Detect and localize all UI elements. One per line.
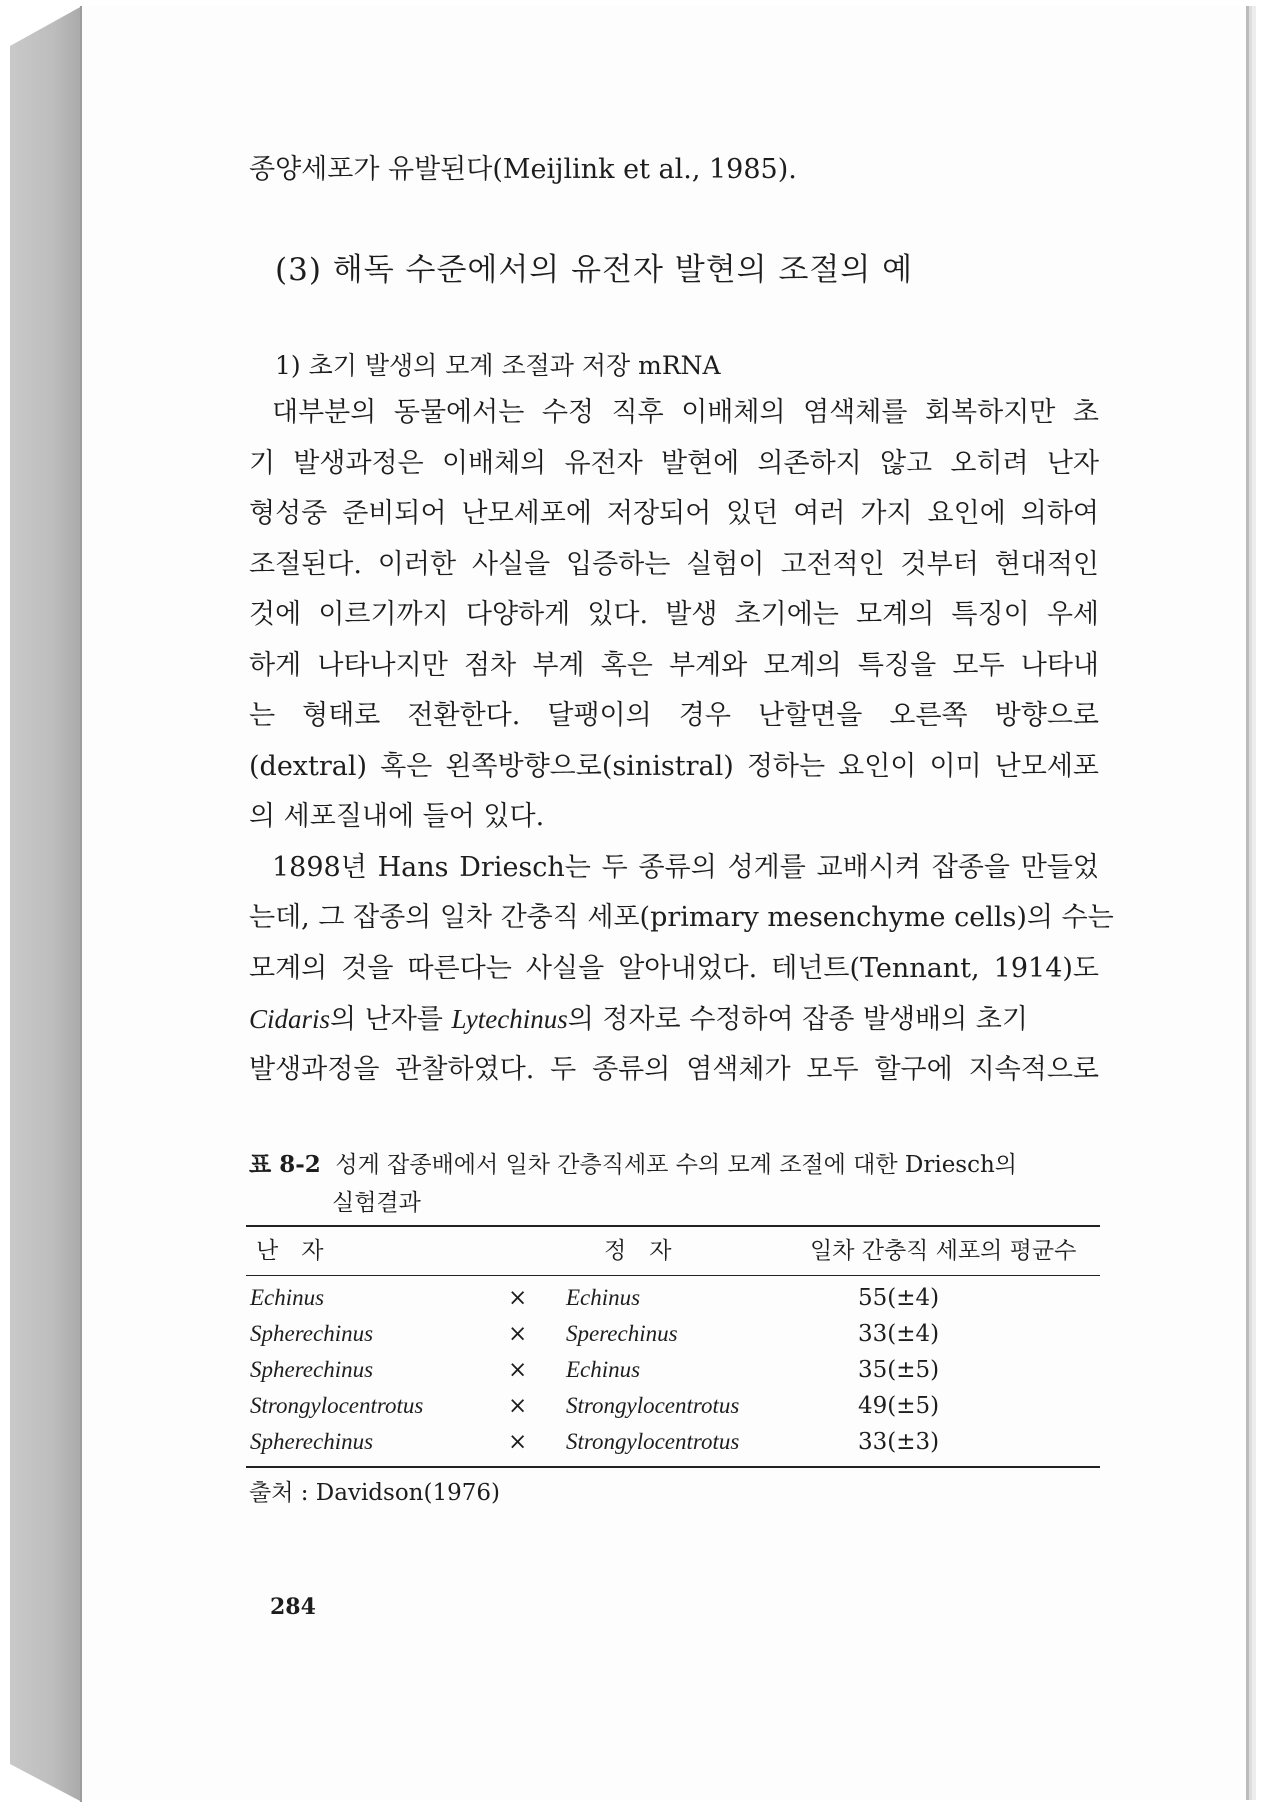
header-count: 일차 간충직 세포의 평균수 [810,1238,1077,1264]
table-row [250,1352,1100,1388]
text-segment: 의 정자로 수정하여 잡종 발생배의 초기 [567,1004,1028,1035]
header-egg: 난 자 [256,1238,324,1264]
paragraph1-line-1: 대부분의 동물에서는 수정 직후 이배체의 염색체를 회복하지만 초 [272,397,1099,428]
paragraph2-line-4 [249,999,1099,1040]
text-segment: 의 난자를 [330,1004,452,1035]
cross-symbol: × [508,1285,528,1311]
paragraph1-line-3: 형성중 준비되어 난모세포에 저장되어 있던 여러 가지 요인에 의하여 [249,498,1099,529]
table-row [250,1424,1100,1460]
table-top-rule [246,1225,1100,1227]
paragraph2-line-2: 는데, 그 잡종의 일차 간충직 세포(primary mesenchyme cells)의 수는 [249,902,1114,933]
table-caption-line-1: 성게 잡종배에서 일차 간층직세포 수의 모계 조절에 대한 Driesch의 [335,1152,1018,1178]
page-number: 284 [270,1594,316,1620]
data-table [250,1280,1100,1460]
intro-line: 종양세포가 유발된다(Meijlink et al., 1985). [249,154,797,185]
species-lytechinus: Lytechinus [451,1004,568,1034]
species-cidaris: Cidaris [249,1004,331,1034]
cross-symbol: × [508,1321,528,1347]
egg-cell: Spherechinus [250,1429,374,1454]
table-row [250,1316,1100,1352]
paragraph1-line-4: 조절된다. 이러한 사실을 입증하는 실험이 고전적인 것부터 현대적인 [249,549,1099,580]
paragraph1-line-5: 것에 이르기까지 다양하게 있다. 발생 초기에는 모계의 특징이 우세 [249,599,1099,630]
paragraph1-line-6: 하게 나타나지만 점차 부계 혹은 부계와 모계의 특징을 모두 나타내 [249,650,1099,681]
paragraph1-line-8: (dextral) 혹은 왼쪽방향으로(sinistral) 정하는 요인이 이미 난모세포 [249,751,1099,782]
sperm-cell: Sperechinus [566,1321,678,1346]
subsection-heading: 1) 초기 발생의 모계 조절과 저장 mRNA [275,351,721,380]
sperm-cell: Strongylocentrotus [566,1393,740,1418]
cross-symbol: × [508,1429,528,1455]
paragraph1-line-2: 기 발생과정은 이배체의 유전자 발현에 의존하지 않고 오히려 난자 [249,448,1099,479]
sperm-cell: Strongylocentrotus [566,1429,740,1454]
book-spine [10,6,82,1802]
section-heading: (3) 해독 수준에서의 유전자 발현의 조절의 예 [275,252,914,288]
egg-cell: Spherechinus [250,1357,374,1382]
table-caption [249,1148,1017,1182]
count-cell: 49(±5) [858,1393,940,1419]
paragraph1-line-9: 의 세포질내에 들어 있다. [249,801,545,832]
egg-cell: Echinus [250,1285,325,1310]
table-row [250,1280,1100,1316]
cross-symbol: × [508,1393,528,1419]
count-cell: 35(±5) [858,1357,940,1383]
table-row [250,1388,1100,1424]
cross-symbol: × [508,1357,528,1383]
header-sperm: 정 자 [604,1238,672,1264]
count-cell: 55(±4) [858,1285,940,1311]
table-label: 표 8-2 [249,1151,321,1178]
table-source: 출처 : Davidson(1976) [249,1480,500,1506]
count-cell: 33(±3) [858,1429,940,1455]
sperm-cell: Echinus [566,1357,641,1382]
egg-cell: Spherechinus [250,1321,374,1346]
sperm-cell: Echinus [566,1285,641,1310]
paragraph2-line-5: 발생과정을 관찰하였다. 두 종류의 염색체가 모두 할구에 지속적으로 [249,1054,1099,1085]
table-caption-line-2: 실험결과 [332,1190,421,1216]
paragraph2-line-1: 1898년 Hans Driesch는 두 종류의 성게를 교배시켜 잡종을 만들었 [272,852,1099,883]
table-header-rule [246,1275,1100,1276]
paragraph1-line-7: 는 형태로 전환한다. 달팽이의 경우 난할면을 오른쪽 방향으로 [249,700,1099,731]
paragraph2-line-3: 모계의 것을 따른다는 사실을 알아내었다. 테넌트(Tennant, 1914)도 [249,953,1099,984]
table-bottom-rule [246,1466,1100,1468]
egg-cell: Strongylocentrotus [250,1393,424,1418]
count-cell: 33(±4) [858,1321,940,1347]
